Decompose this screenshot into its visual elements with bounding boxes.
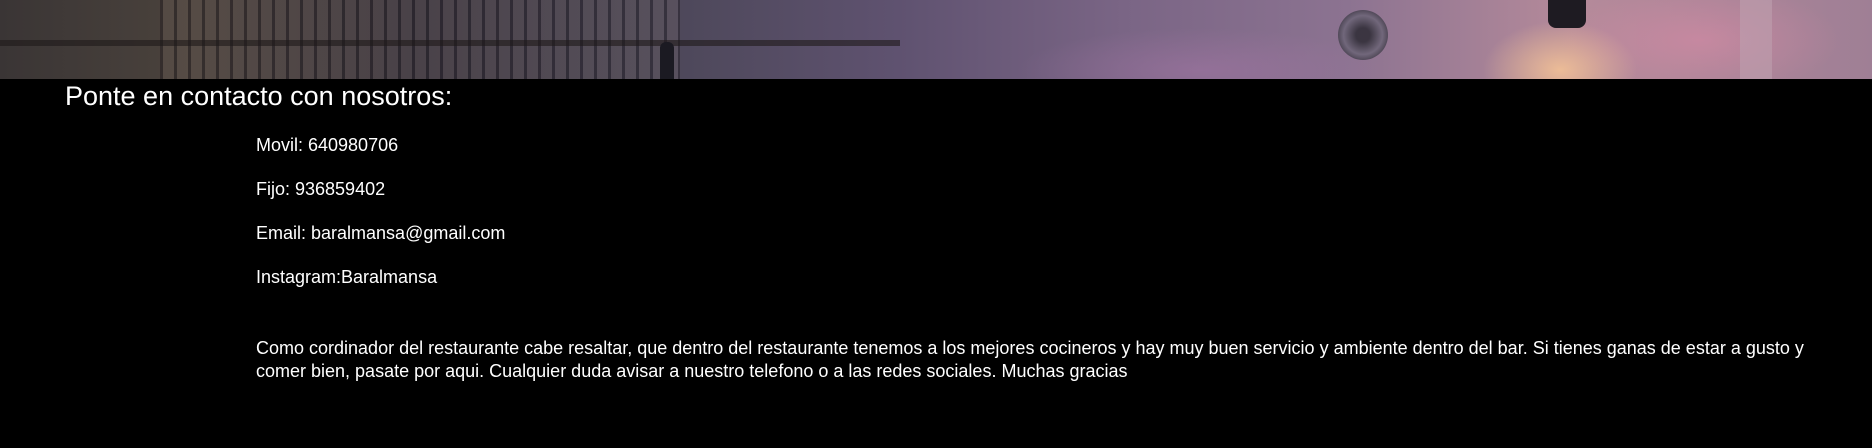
contact-section (0, 79, 1872, 448)
banner-pillar (1740, 0, 1772, 79)
contact-email: Email: baralmansa@gmail.com (256, 223, 506, 243)
banner-rail (0, 40, 900, 46)
banner-bottle (660, 42, 674, 79)
contact-heading: Ponte en contacto con nosotros: (65, 81, 453, 111)
banner-fan-icon (1338, 10, 1388, 60)
contact-instagram: Instagram:Baralmansa (256, 267, 438, 287)
hero-banner-image (0, 0, 1872, 79)
contact-landline: Fijo: 936859402 (256, 179, 386, 199)
banner-lamp-icon (1548, 0, 1586, 28)
contact-description: Como cordinador del restaurante cabe resaltar, que dentro del restaurante tenemos a los mejores cocineros y hay muy buen servicio y ambiente dentro del bar. Si tienes ganas de estar a gusto y comer bien, pasate por aqui. Cualquier duda avisar a nuestro telefono o a las redes sociales. Muchas gracias (256, 338, 1804, 381)
contact-mobile: Movil: 640980706 (256, 135, 399, 155)
